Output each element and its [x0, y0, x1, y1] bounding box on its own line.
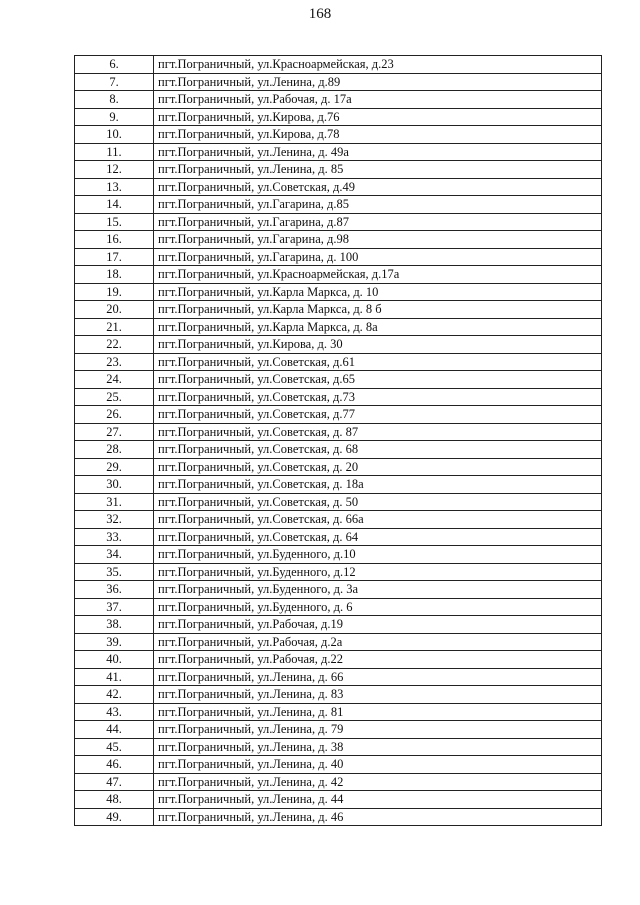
row-number: 47.	[75, 773, 154, 791]
row-number: 40.	[75, 651, 154, 669]
row-number: 23.	[75, 353, 154, 371]
table-row	[75, 528, 602, 546]
row-number: 41.	[75, 668, 154, 686]
row-address: пгт.Пограничный, ул.Советская, д.49	[154, 178, 602, 196]
row-number: 43.	[75, 703, 154, 721]
row-address: пгт.Пограничный, ул.Гагарина, д.87	[154, 213, 602, 231]
table-row	[75, 756, 602, 774]
table-row	[75, 353, 602, 371]
row-address: пгт.Пограничный, ул.Советская, д. 64	[154, 528, 602, 546]
row-number: 45.	[75, 738, 154, 756]
row-address: пгт.Пограничный, ул.Ленина, д. 49а	[154, 143, 602, 161]
table-row	[75, 633, 602, 651]
table-row	[75, 598, 602, 616]
table-row	[75, 668, 602, 686]
row-address: пгт.Пограничный, ул.Советская, д. 20	[154, 458, 602, 476]
table-row	[75, 161, 602, 179]
row-number: 27.	[75, 423, 154, 441]
table-row	[75, 493, 602, 511]
table-row	[75, 336, 602, 354]
row-address: пгт.Пограничный, ул.Советская, д.73	[154, 388, 602, 406]
row-number: 49.	[75, 808, 154, 826]
row-address: пгт.Пограничный, ул.Советская, д.77	[154, 406, 602, 424]
table-row	[75, 581, 602, 599]
table-row	[75, 73, 602, 91]
row-address: пгт.Пограничный, ул.Буденного, д. 3а	[154, 581, 602, 599]
table-row	[75, 196, 602, 214]
table-row	[75, 126, 602, 144]
row-number: 21.	[75, 318, 154, 336]
table-row	[75, 703, 602, 721]
row-address: пгт.Пограничный, ул.Ленина, д. 38	[154, 738, 602, 756]
row-number: 33.	[75, 528, 154, 546]
table-row	[75, 546, 602, 564]
address-table	[74, 55, 602, 826]
row-address: пгт.Пограничный, ул.Ленина, д. 83	[154, 686, 602, 704]
row-number: 15.	[75, 213, 154, 231]
table-row	[75, 406, 602, 424]
row-number: 9.	[75, 108, 154, 126]
table-row	[75, 283, 602, 301]
row-address: пгт.Пограничный, ул.Карла Маркса, д. 8а	[154, 318, 602, 336]
row-address: пгт.Пограничный, ул.Гагарина, д. 100	[154, 248, 602, 266]
row-number: 10.	[75, 126, 154, 144]
row-address: пгт.Пограничный, ул.Кирова, д. 30	[154, 336, 602, 354]
row-number: 46.	[75, 756, 154, 774]
table-row	[75, 231, 602, 249]
row-number: 22.	[75, 336, 154, 354]
row-number: 36.	[75, 581, 154, 599]
table-row	[75, 301, 602, 319]
row-address: пгт.Пограничный, ул.Рабочая, д. 17а	[154, 91, 602, 109]
table-row	[75, 651, 602, 669]
table-row	[75, 143, 602, 161]
table-row	[75, 686, 602, 704]
table-row	[75, 773, 602, 791]
row-address: пгт.Пограничный, ул.Красноармейская, д.23	[154, 56, 602, 74]
row-address: пгт.Пограничный, ул.Советская, д.65	[154, 371, 602, 389]
row-number: 8.	[75, 91, 154, 109]
row-number: 20.	[75, 301, 154, 319]
table-row	[75, 808, 602, 826]
row-number: 28.	[75, 441, 154, 459]
table-row	[75, 108, 602, 126]
row-number: 31.	[75, 493, 154, 511]
row-address: пгт.Пограничный, ул.Советская, д. 50	[154, 493, 602, 511]
row-address: пгт.Пограничный, ул.Советская, д. 68	[154, 441, 602, 459]
row-address: пгт.Пограничный, ул.Рабочая, д.22	[154, 651, 602, 669]
row-number: 48.	[75, 791, 154, 809]
row-number: 39.	[75, 633, 154, 651]
row-number: 13.	[75, 178, 154, 196]
row-address: пгт.Пограничный, ул.Карла Маркса, д. 10	[154, 283, 602, 301]
row-address: пгт.Пограничный, ул.Рабочая, д.2а	[154, 633, 602, 651]
row-number: 37.	[75, 598, 154, 616]
row-address: пгт.Пограничный, ул.Буденного, д.12	[154, 563, 602, 581]
row-address: пгт.Пограничный, ул.Рабочая, д.19	[154, 616, 602, 634]
row-address: пгт.Пограничный, ул.Буденного, д.10	[154, 546, 602, 564]
row-address: пгт.Пограничный, ул.Ленина, д. 46	[154, 808, 602, 826]
row-address: пгт.Пограничный, ул.Буденного, д. 6	[154, 598, 602, 616]
row-number: 6.	[75, 56, 154, 74]
row-number: 11.	[75, 143, 154, 161]
row-address: пгт.Пограничный, ул.Ленина, д. 81	[154, 703, 602, 721]
table-row	[75, 178, 602, 196]
table-row	[75, 563, 602, 581]
row-address: пгт.Пограничный, ул.Советская, д. 87	[154, 423, 602, 441]
row-address: пгт.Пограничный, ул.Ленина, д. 44	[154, 791, 602, 809]
address-table-body	[75, 56, 602, 826]
row-address: пгт.Пограничный, ул.Ленина, д. 40	[154, 756, 602, 774]
row-address: пгт.Пограничный, ул.Ленина, д.89	[154, 73, 602, 91]
row-number: 25.	[75, 388, 154, 406]
table-row	[75, 441, 602, 459]
row-number: 29.	[75, 458, 154, 476]
row-address: пгт.Пограничный, ул.Ленина, д. 85	[154, 161, 602, 179]
row-number: 7.	[75, 73, 154, 91]
table-row	[75, 616, 602, 634]
row-number: 16.	[75, 231, 154, 249]
table-row	[75, 511, 602, 529]
row-number: 30.	[75, 476, 154, 494]
table-row	[75, 721, 602, 739]
table-row	[75, 388, 602, 406]
row-number: 26.	[75, 406, 154, 424]
row-address: пгт.Пограничный, ул.Ленина, д. 79	[154, 721, 602, 739]
row-number: 44.	[75, 721, 154, 739]
table-row	[75, 476, 602, 494]
row-number: 35.	[75, 563, 154, 581]
row-address: пгт.Пограничный, ул.Кирова, д.76	[154, 108, 602, 126]
row-number: 17.	[75, 248, 154, 266]
row-address: пгт.Пограничный, ул.Гагарина, д.85	[154, 196, 602, 214]
table-row	[75, 423, 602, 441]
row-number: 18.	[75, 266, 154, 284]
row-number: 38.	[75, 616, 154, 634]
table-row	[75, 458, 602, 476]
row-number: 14.	[75, 196, 154, 214]
row-address: пгт.Пограничный, ул.Кирова, д.78	[154, 126, 602, 144]
row-address: пгт.Пограничный, ул.Ленина, д. 42	[154, 773, 602, 791]
row-number: 12.	[75, 161, 154, 179]
table-row	[75, 791, 602, 809]
table-row	[75, 318, 602, 336]
row-address: пгт.Пограничный, ул.Советская, д. 66а	[154, 511, 602, 529]
table-row	[75, 266, 602, 284]
table-row	[75, 738, 602, 756]
table-row	[75, 91, 602, 109]
row-address: пгт.Пограничный, ул.Карла Маркса, д. 8 б	[154, 301, 602, 319]
row-address: пгт.Пограничный, ул.Красноармейская, д.17а	[154, 266, 602, 284]
row-number: 24.	[75, 371, 154, 389]
row-address: пгт.Пограничный, ул.Советская, д.61	[154, 353, 602, 371]
row-address: пгт.Пограничный, ул.Советская, д. 18а	[154, 476, 602, 494]
row-number: 19.	[75, 283, 154, 301]
row-address: пгт.Пограничный, ул.Ленина, д. 66	[154, 668, 602, 686]
row-number: 34.	[75, 546, 154, 564]
table-row	[75, 371, 602, 389]
page-number: 168	[308, 6, 332, 22]
row-address: пгт.Пограничный, ул.Гагарина, д.98	[154, 231, 602, 249]
table-row	[75, 213, 602, 231]
table-row	[75, 56, 602, 74]
table-row	[75, 248, 602, 266]
row-number: 42.	[75, 686, 154, 704]
row-number: 32.	[75, 511, 154, 529]
